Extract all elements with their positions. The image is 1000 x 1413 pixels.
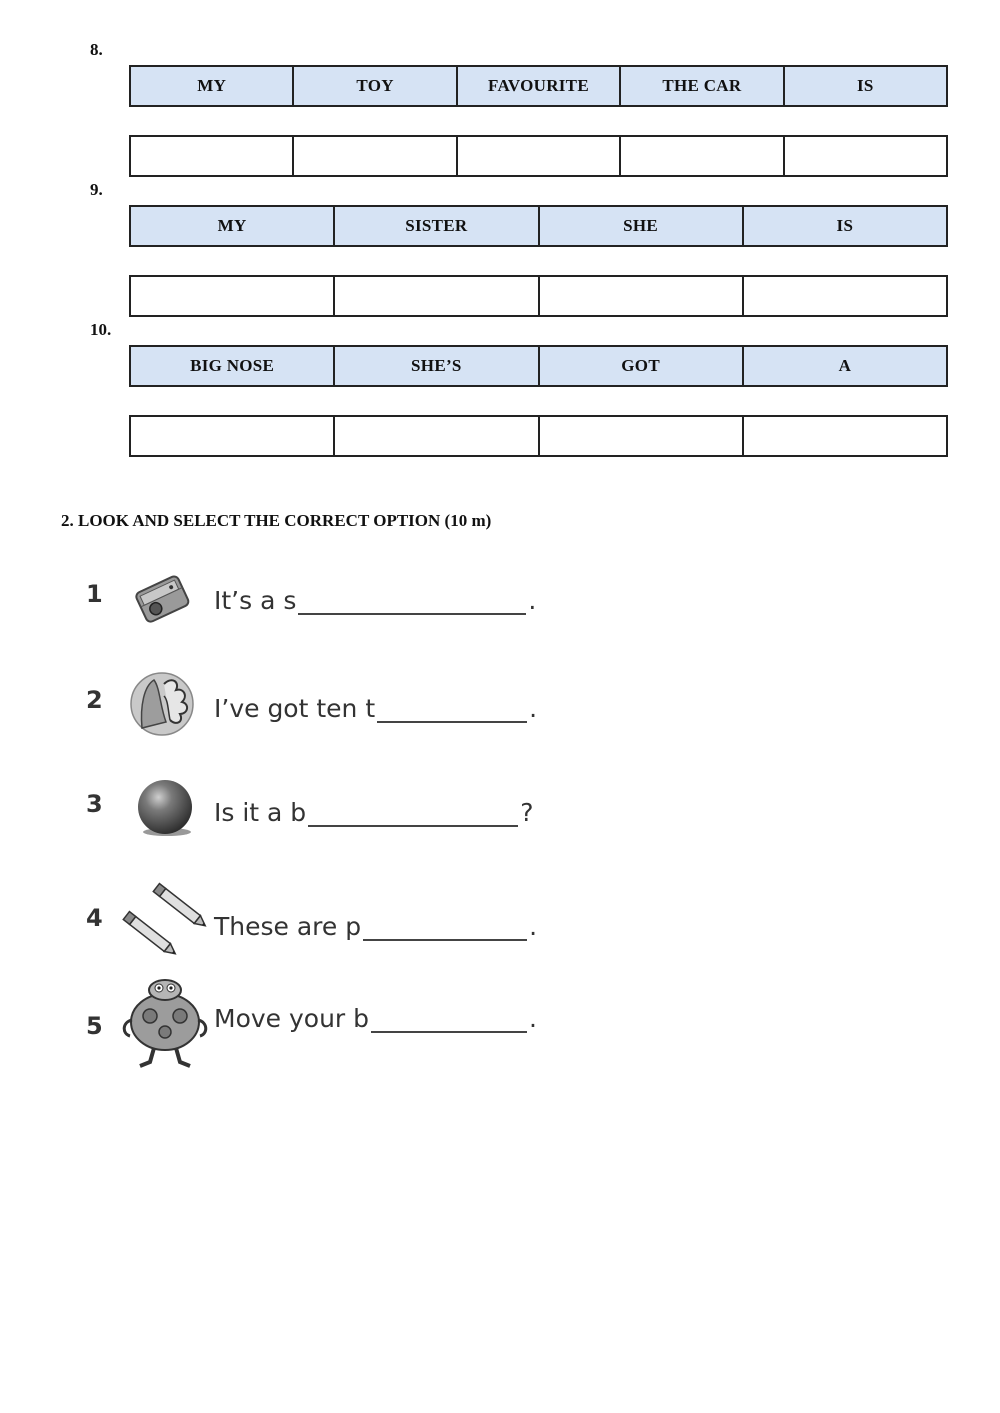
- word-tile[interactable]: MY: [131, 207, 335, 245]
- sentence-end: .: [528, 586, 537, 615]
- answer-row-10: [129, 415, 948, 457]
- word-tile[interactable]: SHE: [540, 207, 744, 245]
- word-row-9: [129, 205, 948, 247]
- answer-slot[interactable]: [540, 417, 744, 455]
- answer-slot[interactable]: [621, 137, 784, 175]
- item-number: 3: [86, 790, 103, 818]
- answer-slot[interactable]: [335, 417, 539, 455]
- word-tile[interactable]: BIG NOSE: [131, 347, 335, 385]
- answer-blank[interactable]: [377, 695, 527, 723]
- word-tile[interactable]: MY: [131, 67, 294, 105]
- answer-slot[interactable]: [131, 137, 294, 175]
- item-number: 5: [86, 1012, 103, 1040]
- picture-item-4: [80, 880, 560, 970]
- sentence-start: I’ve got ten t: [214, 694, 376, 723]
- word-tile[interactable]: A: [838, 356, 852, 375]
- monster-icon: [120, 976, 210, 1066]
- picture-item-5: [80, 976, 560, 1066]
- answer-blank[interactable]: [363, 913, 527, 941]
- word-tile[interactable]: IS: [856, 76, 874, 95]
- sentence-start: It’s a s: [214, 586, 297, 615]
- picture-item-3: [80, 770, 560, 860]
- word-row-10: [129, 345, 948, 387]
- answer-slot[interactable]: [131, 417, 335, 455]
- sentence-start: Move your b: [214, 1004, 370, 1033]
- word-tile[interactable]: SHE’S: [335, 347, 539, 385]
- answer-slot[interactable]: [294, 137, 457, 175]
- answer-blank[interactable]: [298, 587, 526, 615]
- sentence-end: .: [529, 1004, 537, 1033]
- answer-slot[interactable]: [744, 417, 946, 455]
- picture-item-1: [80, 560, 560, 650]
- sharpener-icon: [120, 560, 210, 650]
- question-number-9: 9.: [90, 180, 103, 199]
- question-number-10: 10.: [90, 320, 112, 339]
- word-tile[interactable]: IS: [836, 216, 854, 235]
- word-tile[interactable]: THE CAR: [621, 67, 784, 105]
- word-tile[interactable]: FAVOURITE: [458, 67, 621, 105]
- section-title: 2. LOOK AND SELECT THE CORRECT OPTION (10 m): [61, 511, 492, 530]
- answer-row-8: [129, 135, 948, 177]
- answer-blank[interactable]: [308, 799, 518, 827]
- answer-slot[interactable]: [131, 277, 335, 315]
- answer-slot[interactable]: [458, 137, 621, 175]
- word-tile[interactable]: SISTER: [335, 207, 539, 245]
- word-row-8: [129, 65, 948, 107]
- answer-slot[interactable]: [335, 277, 539, 315]
- answer-row-9: [129, 275, 948, 317]
- answer-blank[interactable]: [371, 1005, 527, 1033]
- answer-slot[interactable]: [785, 137, 946, 175]
- answer-slot[interactable]: [540, 277, 744, 315]
- sentence-start: Is it a b: [214, 798, 307, 827]
- sentence-end: .: [529, 694, 538, 723]
- item-number: 4: [86, 904, 103, 932]
- sentence-end: ?: [520, 798, 534, 827]
- item-number: 2: [86, 686, 103, 714]
- picture-item-2: [80, 666, 560, 756]
- ball-icon: [120, 770, 210, 860]
- sentence-end: .: [529, 912, 538, 941]
- sentence-start: These are p: [214, 912, 362, 941]
- toes-icon: [120, 666, 210, 756]
- word-tile[interactable]: GOT: [540, 347, 744, 385]
- answer-slot[interactable]: [744, 277, 946, 315]
- item-number: 1: [86, 580, 103, 608]
- word-tile[interactable]: TOY: [294, 67, 457, 105]
- pencils-icon: [120, 880, 210, 970]
- question-number-8: 8.: [90, 40, 103, 59]
